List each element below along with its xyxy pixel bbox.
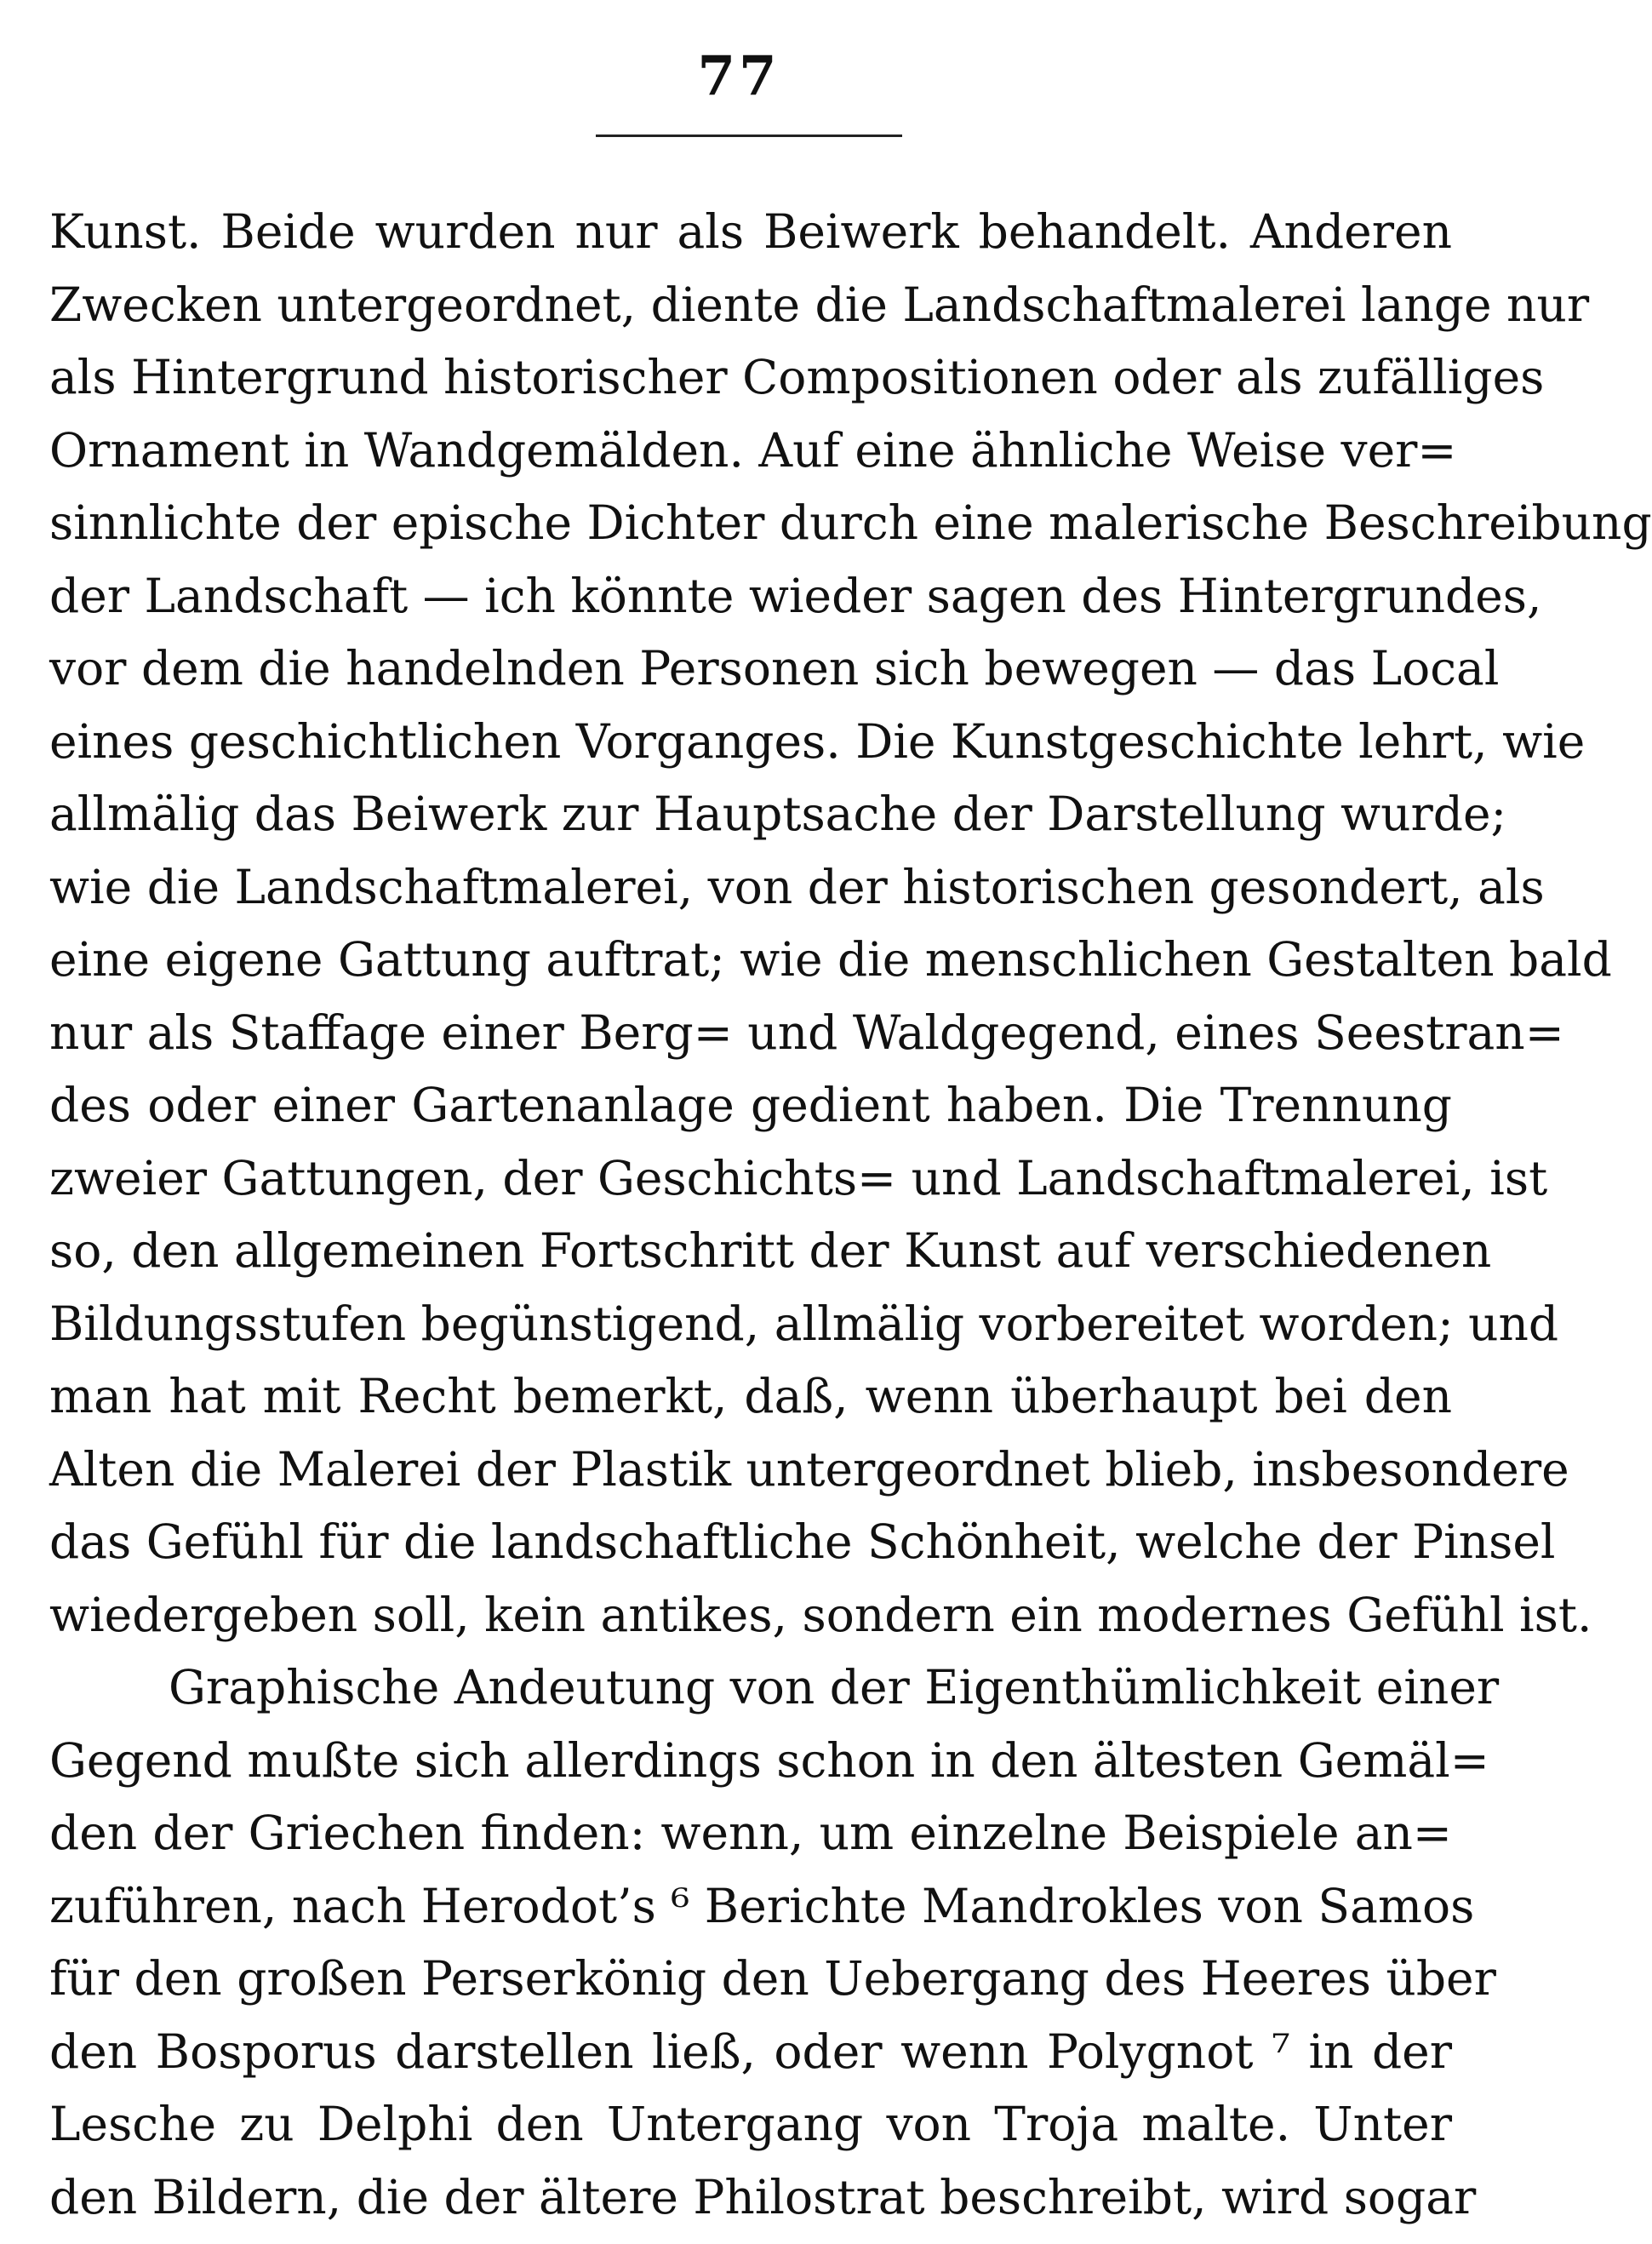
text-line: allmälig das Beiwerk zur Hauptsache der Darstellung wurde; xyxy=(49,787,1507,841)
text-line: wiedergeben soll, kein antikes, sondern ein modernes Gefühl ist. xyxy=(49,1587,1592,1642)
page-number: 77 xyxy=(697,44,780,108)
body-text xyxy=(49,196,1652,2234)
text-line: als Hintergrund historischer Compositionen oder als zufälliges xyxy=(49,350,1545,404)
text-line: der Landschaft — ich könnte wieder sagen des Hintergrundes, xyxy=(49,568,1542,623)
text-line: Alten die Malerei der Plastik untergeordnet blieb, insbesondere xyxy=(49,1441,1569,1497)
header-rule xyxy=(596,135,902,137)
text-line: des oder einer Gartenanlage gedient haben. Die Trennung xyxy=(49,1078,1452,1132)
text-line: Lesche zu Delphi den Untergang von Troja malte. Unter xyxy=(49,2097,1452,2151)
text-line: nur als Staffage einer Berg= und Waldgegend, eines Seestran= xyxy=(49,1005,1564,1060)
text-line: eines geschichtlichen Vorganges. Die Kunstgeschichte lehrt, wie xyxy=(49,713,1586,769)
text-line: den Bildern, die der ältere Philostrat beschreibt, wird sogar xyxy=(49,2169,1477,2224)
text-line: eine eigene Gattung auftrat; wie die menschlichen Gestalten bald xyxy=(49,932,1612,987)
text-line: sinnlichte der epische Dichter durch eine malerische Beschreibung xyxy=(49,495,1652,550)
text-line: für den großen Perserkönig den Uebergang des Heeres über xyxy=(49,1951,1496,2006)
text-line: man hat mit Recht bemerkt, daß, wenn überhaupt bei den xyxy=(49,1369,1452,1423)
text-line: den Bosporus darstellen ließ, oder wenn Polygnot ⁷ in der xyxy=(49,2024,1452,2079)
text-line: Zwecken untergeordnet, diente die Landschaftmalerei lange nur xyxy=(49,277,1590,332)
text-line: das Gefühl für die landschaftliche Schönheit, welche der Pinsel xyxy=(49,1514,1556,1569)
text-line: zuführen, nach Herodot’s ⁶ Berichte Mandrokles von Samos xyxy=(49,1878,1475,1933)
text-line: Ornament in Wandgemälden. Auf eine ähnliche Weise ver= xyxy=(49,422,1457,478)
paragraph-first-line: Graphische Andeutung von der Eigenthümlichkeit einer xyxy=(169,1660,1500,1714)
text-line: Bildungsstufen begünstigend, allmälig vorbereitet worden; und xyxy=(49,1296,1559,1351)
text-line: so, den allgemeinen Fortschritt der Kunst auf verschiedenen xyxy=(49,1223,1492,1278)
text-line: zweier Gattungen, der Geschichts= und Landschaftmalerei, ist xyxy=(49,1150,1548,1205)
text-line: vor dem die handelnden Personen sich bewegen — das Local xyxy=(49,641,1500,696)
text-line: wie die Landschaftmalerei, von der historischen gesondert, als xyxy=(49,859,1545,914)
text-line: den der Griechen finden: wenn, um einzelne Beispiele an= xyxy=(49,1806,1452,1860)
text-line: Kunst. Beide wurden nur als Beiwerk behandelt. Anderen xyxy=(49,204,1452,259)
text-line: Gegend mußte sich allerdings schon in den ältesten Gemäl= xyxy=(49,1732,1489,1788)
